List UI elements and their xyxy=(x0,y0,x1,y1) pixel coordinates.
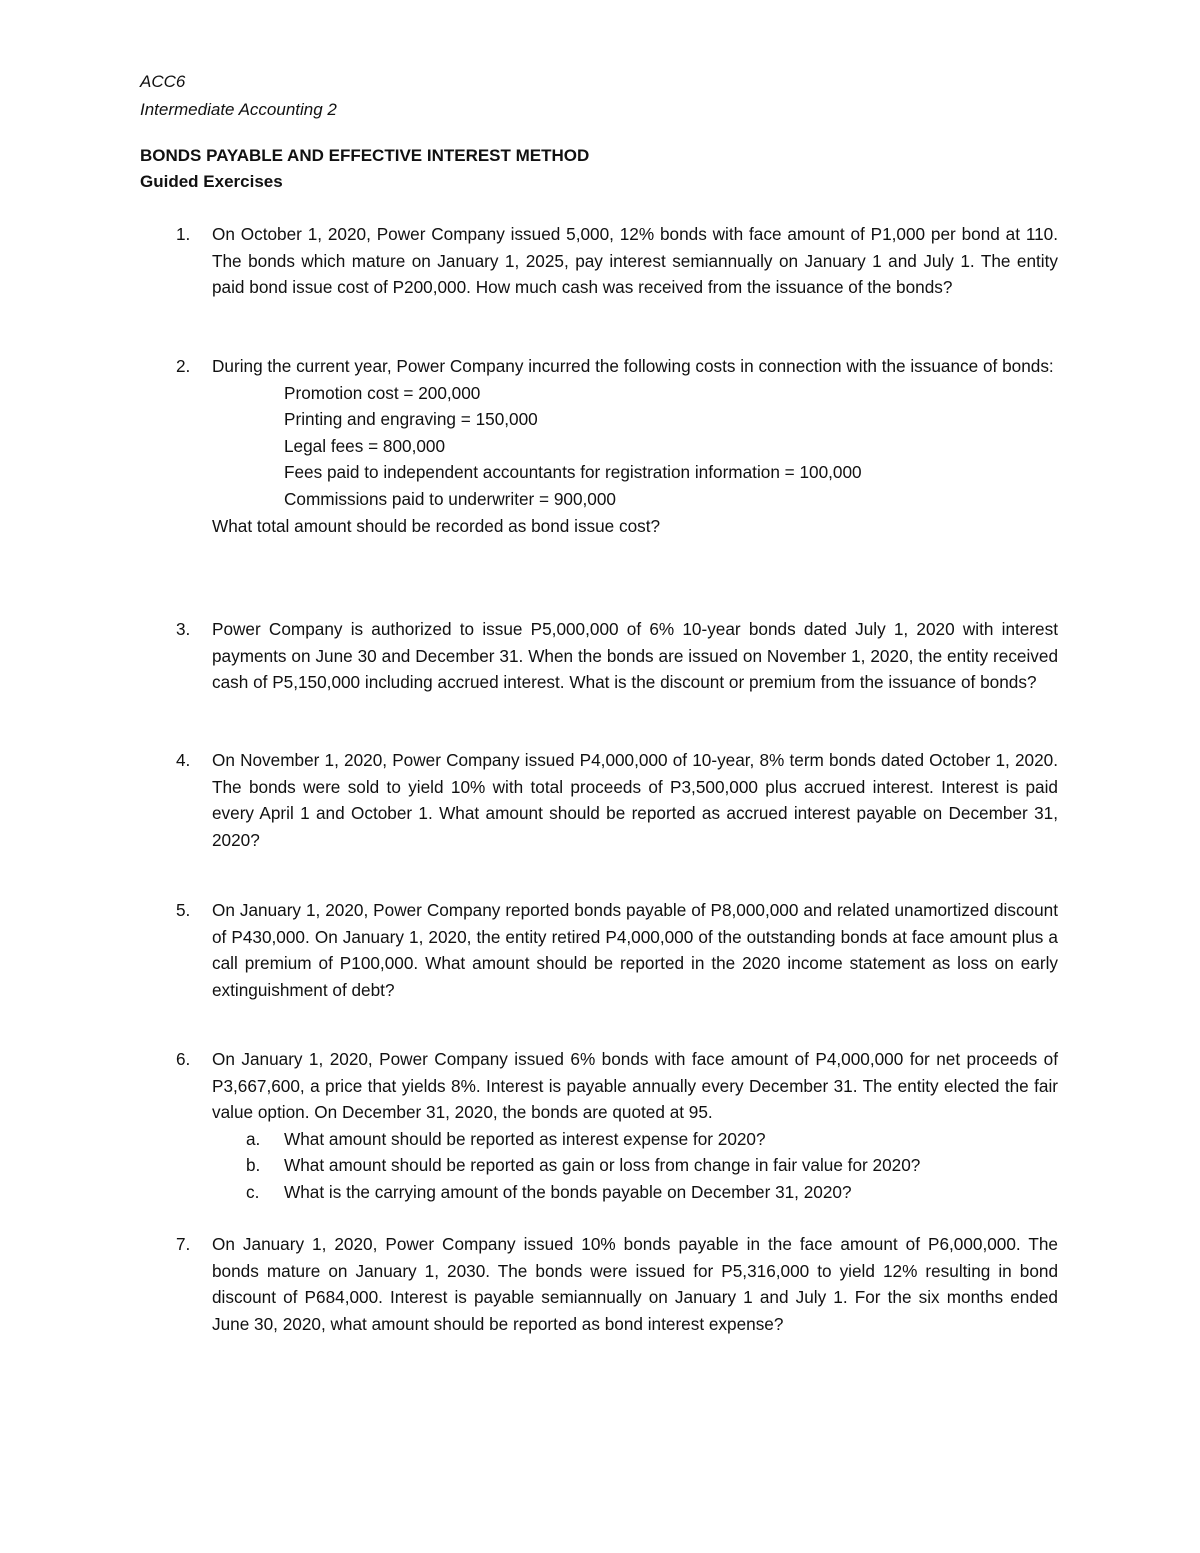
question-text: On January 1, 2020, Power Company issued 10% bonds payable in the face amount of P6,000,000. The bonds mature on January 1, 2030. The bonds were issued for P5,316,000 to yield 12% resulting in bond discount of P684,000. Interest is payable semiannually on January 1 and July 1. For the six months ended June 30, 2020, what amount should be reported as bond interest expense? xyxy=(212,1234,1058,1334)
question-1 xyxy=(140,221,1058,301)
question-number: 4. xyxy=(176,750,191,770)
document-subtitle: Guided Exercises xyxy=(140,172,283,191)
question-text: On January 1, 2020, Power Company issued 6% bonds with face amount of P4,000,000 for net proceeds of P3,667,600, a price that yields 8%. Interest is payable annually every December 31. The entity elected the fair value option. On December 31, 2020, the bonds are quoted at 95. xyxy=(212,1049,1058,1123)
course-subject: Intermediate Accounting 2 xyxy=(140,100,337,119)
question-5 xyxy=(140,897,1058,1003)
question-number: 3. xyxy=(176,619,191,639)
question-text: Power Company is authorized to issue P5,000,000 of 6% 10-year bonds dated July 1, 2020 with interest payments on June 30 and December 31. When the bonds are issued on November 1, 2020, the entity received cash of P5,150,000 including accrued interest. What is the discount or premium from the issuance of bonds? xyxy=(212,619,1058,693)
sub-question xyxy=(212,1152,1058,1179)
question-7 xyxy=(140,1231,1058,1337)
sub-question-letter: c. xyxy=(246,1181,260,1202)
question-intro: During the current year, Power Company incurred the following costs in connection with the issuance of bonds: xyxy=(212,356,1054,376)
cost-item: Printing and engraving = 150,000 xyxy=(284,409,538,430)
question-text: What total amount should be recorded as bond issue cost? xyxy=(212,515,661,536)
question-6 xyxy=(140,1046,1058,1206)
question-text: On November 1, 2020, Power Company issued P4,000,000 of 10-year, 8% term bonds dated October 1, 2020. The bonds were sold to yield 10% with total proceeds of P3,500,000 plus accrued interest. Interest is paid every April 1 and October 1. What amount should be reported as accrued interest payable on December 31, 2020? xyxy=(212,750,1058,850)
cost-item: Promotion cost = 200,000 xyxy=(284,382,481,403)
document-title: BONDS PAYABLE AND EFFECTIVE INTEREST METHOD xyxy=(140,146,590,165)
sub-question-letter: b. xyxy=(246,1155,261,1176)
sub-question-letter: a. xyxy=(246,1128,261,1149)
question-number: 1. xyxy=(176,224,191,244)
cost-item: Commissions paid to underwriter = 900,000 xyxy=(284,488,616,509)
course-code: ACC6 xyxy=(140,72,186,91)
sub-question-text: What amount should be reported as interest expense for 2020? xyxy=(284,1128,766,1149)
sub-question-text: What is the carrying amount of the bonds payable on December 31, 2020? xyxy=(284,1181,852,1202)
question-3 xyxy=(140,616,1058,696)
question-text: On January 1, 2020, Power Company reported bonds payable of P8,000,000 and related unamortized discount of P430,000. On January 1, 2020, the entity retired P4,000,000 of the outstanding bonds at face amount plus a call premium of P100,000. What amount should be reported in the 2020 income statement as loss on early extinguishment of debt? xyxy=(212,900,1058,1000)
sub-question xyxy=(212,1126,1058,1153)
cost-item: Legal fees = 800,000 xyxy=(284,435,446,456)
cost-item: Fees paid to independent accountants for registration information = 100,000 xyxy=(284,462,862,483)
question-text: On October 1, 2020, Power Company issued 5,000, 12% bonds with face amount of P1,000 per bond at 110. The bonds which mature on January 1, 2025, pay interest semiannually on January 1 and July 1. The entity paid bond issue cost of P200,000. How much cash was received from the issuance of the bonds? xyxy=(212,224,1058,298)
question-number: 6. xyxy=(176,1049,191,1069)
question-4 xyxy=(140,747,1058,853)
question-number: 2. xyxy=(176,356,191,376)
question-number: 7. xyxy=(176,1234,191,1254)
sub-question xyxy=(212,1179,1058,1206)
question-2 xyxy=(140,353,1058,539)
question-number: 5. xyxy=(176,900,191,920)
sub-question-text: What amount should be reported as gain or loss from change in fair value for 2020? xyxy=(284,1155,921,1176)
